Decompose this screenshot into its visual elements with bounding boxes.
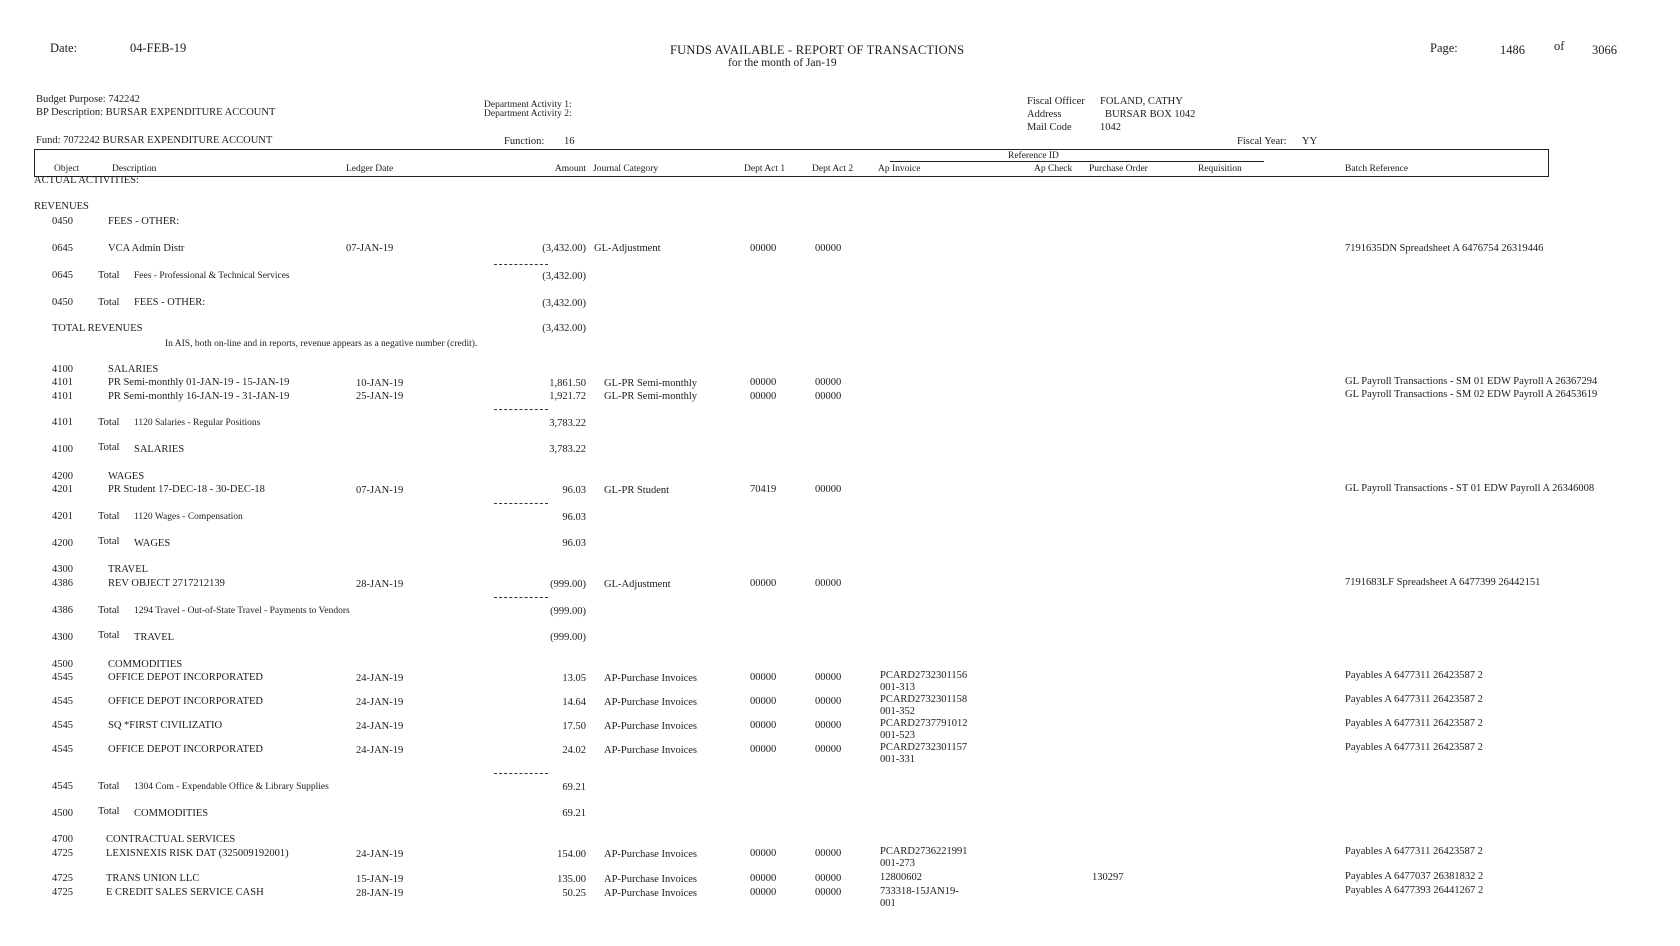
object-code: 4100 bbox=[52, 364, 73, 375]
object-code: 4545 bbox=[52, 720, 73, 731]
journal-category: AP-Purchase Invoices bbox=[604, 874, 698, 885]
total-amount: 96.03 bbox=[562, 538, 586, 549]
object-code: 4201 bbox=[52, 511, 73, 522]
amount: 135.00 bbox=[557, 874, 586, 885]
row-description: PR Student 17-DEC-18 - 30-DEC-18 bbox=[108, 484, 265, 495]
dept-act-2: 00000 bbox=[815, 744, 842, 755]
ledger-date: 25-JAN-19 bbox=[356, 391, 404, 402]
journal-category: AP-Purchase Invoices bbox=[604, 849, 698, 860]
total-amount: 3,783.22 bbox=[549, 444, 586, 455]
col-reference-id: Reference ID bbox=[1008, 151, 1059, 161]
total-label: Total bbox=[98, 442, 120, 453]
dept-act-1: 00000 bbox=[750, 578, 777, 589]
object-code: 4101 bbox=[52, 391, 73, 402]
object-code: 4201 bbox=[52, 484, 73, 495]
dept-act-1: 00000 bbox=[750, 848, 777, 859]
total-description: SALARIES bbox=[134, 444, 185, 455]
amount: (3,432.00) bbox=[542, 243, 586, 254]
journal-category: AP-Purchase Invoices bbox=[604, 888, 698, 899]
object-code: 0645 bbox=[52, 243, 73, 254]
total-description: TRAVEL bbox=[134, 632, 175, 643]
dept-act-2: 00000 bbox=[815, 578, 842, 589]
dept-act-2: 00000 bbox=[815, 887, 842, 898]
dept-act-1: 70419 bbox=[750, 484, 777, 495]
batch-reference: Payables A 6477311 26423587 2 bbox=[1345, 694, 1483, 705]
dept-act-1: 00000 bbox=[750, 873, 777, 884]
object-code: 4700 bbox=[52, 834, 73, 845]
total-description: 1304 Com - Expendable Office & Library Supplies bbox=[134, 782, 329, 792]
total-label: Total bbox=[98, 297, 120, 308]
ap-invoice: 12800602 bbox=[880, 872, 922, 883]
subtotal-rule bbox=[494, 503, 548, 504]
page-label: Page: bbox=[1430, 41, 1458, 55]
batch-reference: GL Payroll Transactions - SM 02 EDW Payroll A 26453619 bbox=[1345, 389, 1598, 400]
total-description: WAGES bbox=[134, 538, 171, 549]
amount: 154.00 bbox=[557, 849, 586, 860]
ap-invoice: PCARD2736221991 bbox=[880, 846, 968, 857]
dept-act-1: 00000 bbox=[750, 377, 777, 388]
dept-act-2: 00000 bbox=[815, 696, 842, 707]
total-description: 1294 Travel - Out-of-State Travel - Payments to Vendors bbox=[134, 606, 350, 616]
dept-act-2: 00000 bbox=[815, 873, 842, 884]
total-amount: (999.00) bbox=[550, 632, 586, 643]
object-group-title: CONTRACTUAL SERVICES bbox=[106, 834, 236, 845]
dept-act-1: 00000 bbox=[750, 720, 777, 731]
mail-code: 1042 bbox=[1100, 122, 1121, 133]
object-code: 4100 bbox=[52, 444, 73, 455]
journal-category: GL-Adjustment bbox=[594, 243, 661, 254]
total-label: Total bbox=[98, 806, 120, 817]
fund: Fund: 7072242 BURSAR EXPENDITURE ACCOUNT bbox=[36, 135, 273, 146]
batch-reference: GL Payroll Transactions - SM 01 EDW Payroll A 26367294 bbox=[1345, 376, 1598, 387]
object-code: 4545 bbox=[52, 781, 73, 792]
total-description: 1120 Wages - Compensation bbox=[134, 512, 243, 522]
row-description: PR Semi-monthly 16-JAN-19 - 31-JAN-19 bbox=[108, 391, 290, 402]
total-label: Total bbox=[98, 781, 120, 792]
ap-invoice-suffix: 001-313 bbox=[880, 682, 915, 693]
ledger-date: 07-JAN-19 bbox=[346, 243, 394, 254]
object-code: 4545 bbox=[52, 696, 73, 707]
ap-invoice-suffix: 001-331 bbox=[880, 754, 915, 765]
batch-reference: Payables A 6477311 26423587 2 bbox=[1345, 846, 1483, 857]
function-label: Function: bbox=[504, 136, 545, 147]
total-amount: 69.21 bbox=[562, 782, 586, 793]
object-group-title: SALARIES bbox=[108, 364, 159, 375]
address: BURSAR BOX 1042 bbox=[1105, 109, 1196, 120]
dept-activity-2-label: Department Activity 2: bbox=[484, 109, 572, 119]
batch-reference: 7191683LF Spreadsheet A 6477399 26442151 bbox=[1345, 577, 1541, 588]
batch-reference: GL Payroll Transactions - ST 01 EDW Payroll A 26346008 bbox=[1345, 483, 1595, 494]
object-group-title: WAGES bbox=[108, 471, 145, 482]
col-ap-check: Ap Check bbox=[1034, 164, 1073, 174]
amount: 24.02 bbox=[562, 745, 586, 756]
date-label: Date: bbox=[50, 41, 78, 55]
dept-act-1: 00000 bbox=[750, 744, 777, 755]
row-description: E CREDIT SALES SERVICE CASH bbox=[106, 887, 264, 898]
journal-category: AP-Purchase Invoices bbox=[604, 673, 698, 684]
row-description: TRANS UNION LLC bbox=[106, 873, 200, 884]
ledger-date: 24-JAN-19 bbox=[356, 673, 404, 684]
dept-act-1: 00000 bbox=[750, 887, 777, 898]
ledger-date: 15-JAN-19 bbox=[356, 874, 404, 885]
amount: 1,861.50 bbox=[549, 378, 586, 389]
col-journal-category: Journal Category bbox=[593, 164, 659, 174]
object-group-title: FEES - OTHER: bbox=[108, 216, 180, 227]
object-code: 4200 bbox=[52, 538, 73, 549]
ledger-date: 10-JAN-19 bbox=[356, 378, 404, 389]
row-description: OFFICE DEPOT INCORPORATED bbox=[108, 672, 263, 683]
total-description: FEES - OTHER: bbox=[134, 297, 206, 308]
report-date: 04-FEB-19 bbox=[130, 41, 187, 55]
dept-act-2: 00000 bbox=[815, 848, 842, 859]
ap-invoice: PCARD2732301157 bbox=[880, 742, 968, 753]
total-label: Total bbox=[98, 417, 120, 428]
row-description: VCA Admin Distr bbox=[108, 243, 185, 254]
ap-invoice-suffix: 001-523 bbox=[880, 730, 915, 741]
reference-id-divider bbox=[890, 161, 1264, 162]
ap-invoice: 733318-15JAN19- bbox=[880, 886, 959, 897]
dept-act-2: 00000 bbox=[815, 484, 842, 495]
batch-reference: Payables A 6477037 26381832 2 bbox=[1345, 871, 1484, 882]
ledger-date: 24-JAN-19 bbox=[356, 697, 404, 708]
total-amount: (3,432.00) bbox=[542, 271, 586, 282]
dept-act-1: 00000 bbox=[750, 243, 777, 254]
total-amount: 96.03 bbox=[562, 512, 586, 523]
report-title: FUNDS AVAILABLE - REPORT OF TRANSACTIONS bbox=[670, 43, 965, 57]
dept-act-2: 00000 bbox=[815, 720, 842, 731]
page-number: 1486 bbox=[1500, 43, 1525, 57]
purchase-order: 130297 bbox=[1092, 872, 1124, 883]
ledger-date: 24-JAN-19 bbox=[356, 721, 404, 732]
row-description: REV OBJECT 2717212139 bbox=[108, 578, 225, 589]
col-object: Object bbox=[54, 164, 80, 174]
dept-act-1: 00000 bbox=[750, 696, 777, 707]
total-amount: (3,432.00) bbox=[542, 298, 586, 309]
total-description: Fees - Professional & Technical Services bbox=[134, 271, 290, 281]
object-code: 4500 bbox=[52, 808, 73, 819]
ledger-date: 24-JAN-19 bbox=[356, 745, 404, 756]
object-code: 0450 bbox=[52, 216, 73, 227]
amount: 13.05 bbox=[562, 673, 586, 684]
total-label: Total bbox=[98, 605, 120, 616]
total-label: Total bbox=[98, 270, 120, 281]
dept-activity-1-label: Department Activity 1: bbox=[484, 100, 572, 110]
col-ap-invoice: Ap Invoice bbox=[878, 164, 921, 174]
row-description: SQ *FIRST CIVILIZATIO bbox=[108, 720, 223, 731]
journal-category: AP-Purchase Invoices bbox=[604, 697, 698, 708]
ap-invoice: PCARD2732301156 bbox=[880, 670, 968, 681]
ledger-date: 24-JAN-19 bbox=[356, 849, 404, 860]
fiscal-officer: FOLAND, CATHY bbox=[1100, 96, 1183, 107]
budget-purpose: Budget Purpose: 742242 bbox=[36, 94, 140, 105]
amount: 50.25 bbox=[562, 888, 586, 899]
subtotal-rule bbox=[494, 773, 548, 774]
total-amount: 69.21 bbox=[562, 808, 586, 819]
total-description: COMMODITIES bbox=[134, 808, 209, 819]
object-code: 4200 bbox=[52, 471, 73, 482]
object-code: 4101 bbox=[52, 417, 73, 428]
ap-invoice-suffix: 001 bbox=[880, 898, 896, 909]
ledger-date: 28-JAN-19 bbox=[356, 888, 404, 899]
address-label: Address bbox=[1027, 109, 1062, 120]
ap-invoice-suffix: 001-352 bbox=[880, 706, 915, 717]
dept-act-1: 00000 bbox=[750, 391, 777, 402]
bp-description: BP Description: BURSAR EXPENDITURE ACCOUNT bbox=[36, 107, 276, 118]
dept-act-2: 00000 bbox=[815, 391, 842, 402]
amount: 17.50 bbox=[562, 721, 586, 732]
dept-act-2: 00000 bbox=[815, 377, 842, 388]
object-code: 4725 bbox=[52, 848, 73, 859]
ap-invoice: PCARD2732301158 bbox=[880, 694, 968, 705]
journal-category: AP-Purchase Invoices bbox=[604, 745, 698, 756]
amount: 14.64 bbox=[562, 697, 586, 708]
ap-invoice: PCARD2737791012 bbox=[880, 718, 968, 729]
actual-activities-heading: ACTUAL ACTIVITIES: bbox=[34, 175, 139, 186]
journal-category: GL-PR Semi-monthly bbox=[604, 378, 698, 389]
fiscal-year: YY bbox=[1302, 136, 1318, 147]
total-revenues-label: TOTAL REVENUES bbox=[52, 323, 143, 334]
journal-category: AP-Purchase Invoices bbox=[604, 721, 698, 732]
fiscal-officer-label: Fiscal Officer bbox=[1027, 96, 1085, 107]
col-description: Description bbox=[112, 164, 157, 174]
dept-act-2: 00000 bbox=[815, 243, 842, 254]
report-subtitle: for the month of Jan-19 bbox=[728, 57, 837, 69]
object-code: 4386 bbox=[52, 605, 73, 616]
subtotal-rule bbox=[494, 597, 548, 598]
object-code: 4386 bbox=[52, 578, 73, 589]
total-description: 1120 Salaries - Regular Positions bbox=[134, 418, 261, 428]
object-code: 0645 bbox=[52, 270, 73, 281]
total-label: Total bbox=[98, 630, 120, 641]
col-amount: Amount bbox=[554, 164, 586, 174]
object-code: 4725 bbox=[52, 873, 73, 884]
total-label: Total bbox=[98, 511, 120, 522]
object-group-title: COMMODITIES bbox=[108, 659, 183, 670]
ap-invoice-suffix: 001-273 bbox=[880, 858, 915, 869]
ledger-date: 07-JAN-19 bbox=[356, 485, 404, 496]
page-of-label: of bbox=[1554, 39, 1565, 53]
col-purchase-order: Purchase Order bbox=[1089, 164, 1148, 174]
journal-category: GL-Adjustment bbox=[604, 579, 671, 590]
total-amount: 3,783.22 bbox=[549, 418, 586, 429]
object-code: 4300 bbox=[52, 632, 73, 643]
row-description: OFFICE DEPOT INCORPORATED bbox=[108, 744, 263, 755]
batch-reference: Payables A 6477311 26423587 2 bbox=[1345, 742, 1483, 753]
page-total: 3066 bbox=[1592, 43, 1617, 57]
col-dept-act-1: Dept Act 1 bbox=[744, 164, 786, 174]
batch-reference: 7191635DN Spreadsheet A 6476754 26319446 bbox=[1345, 243, 1544, 254]
object-code: 4725 bbox=[52, 887, 73, 898]
fiscal-year-label: Fiscal Year: bbox=[1237, 136, 1287, 147]
total-revenues-amount: (3,432.00) bbox=[542, 323, 586, 334]
object-code: 0450 bbox=[52, 297, 73, 308]
col-batch-reference: Batch Reference bbox=[1345, 164, 1409, 174]
subtotal-rule bbox=[494, 409, 548, 410]
revenues-heading: REVENUES bbox=[34, 201, 89, 212]
object-code: 4545 bbox=[52, 672, 73, 683]
amount: 96.03 bbox=[562, 485, 586, 496]
batch-reference: Payables A 6477311 26423587 2 bbox=[1345, 670, 1483, 681]
revenue-note: In AIS, both on-line and in reports, revenue appears as a negative number (credit). bbox=[165, 339, 478, 349]
object-code: 4545 bbox=[52, 744, 73, 755]
dept-act-1: 00000 bbox=[750, 672, 777, 683]
col-requisition: Requisition bbox=[1198, 164, 1242, 174]
col-dept-act-2: Dept Act 2 bbox=[812, 164, 854, 174]
total-amount: (999.00) bbox=[550, 606, 586, 617]
mail-code-label: Mail Code bbox=[1027, 122, 1072, 133]
amount: 1,921.72 bbox=[549, 391, 586, 402]
journal-category: GL-PR Student bbox=[604, 485, 670, 496]
row-description: PR Semi-monthly 01-JAN-19 - 15-JAN-19 bbox=[108, 377, 290, 388]
ledger-date: 28-JAN-19 bbox=[356, 579, 404, 590]
function-value: 16 bbox=[564, 136, 575, 147]
row-description: LEXISNEXIS RISK DAT (325009192001) bbox=[106, 848, 289, 859]
column-header-box bbox=[34, 149, 1549, 177]
col-ledger-date: Ledger Date bbox=[346, 164, 394, 174]
object-group-title: TRAVEL bbox=[108, 564, 149, 575]
object-code: 4300 bbox=[52, 564, 73, 575]
row-description: OFFICE DEPOT INCORPORATED bbox=[108, 696, 263, 707]
amount: (999.00) bbox=[550, 579, 586, 590]
journal-category: GL-PR Semi-monthly bbox=[604, 391, 698, 402]
object-code: 4101 bbox=[52, 377, 73, 388]
object-code: 4500 bbox=[52, 659, 73, 670]
total-label: Total bbox=[98, 536, 120, 547]
batch-reference: Payables A 6477311 26423587 2 bbox=[1345, 718, 1483, 729]
dept-act-2: 00000 bbox=[815, 672, 842, 683]
subtotal-rule bbox=[494, 264, 548, 265]
batch-reference: Payables A 6477393 26441267 2 bbox=[1345, 885, 1484, 896]
